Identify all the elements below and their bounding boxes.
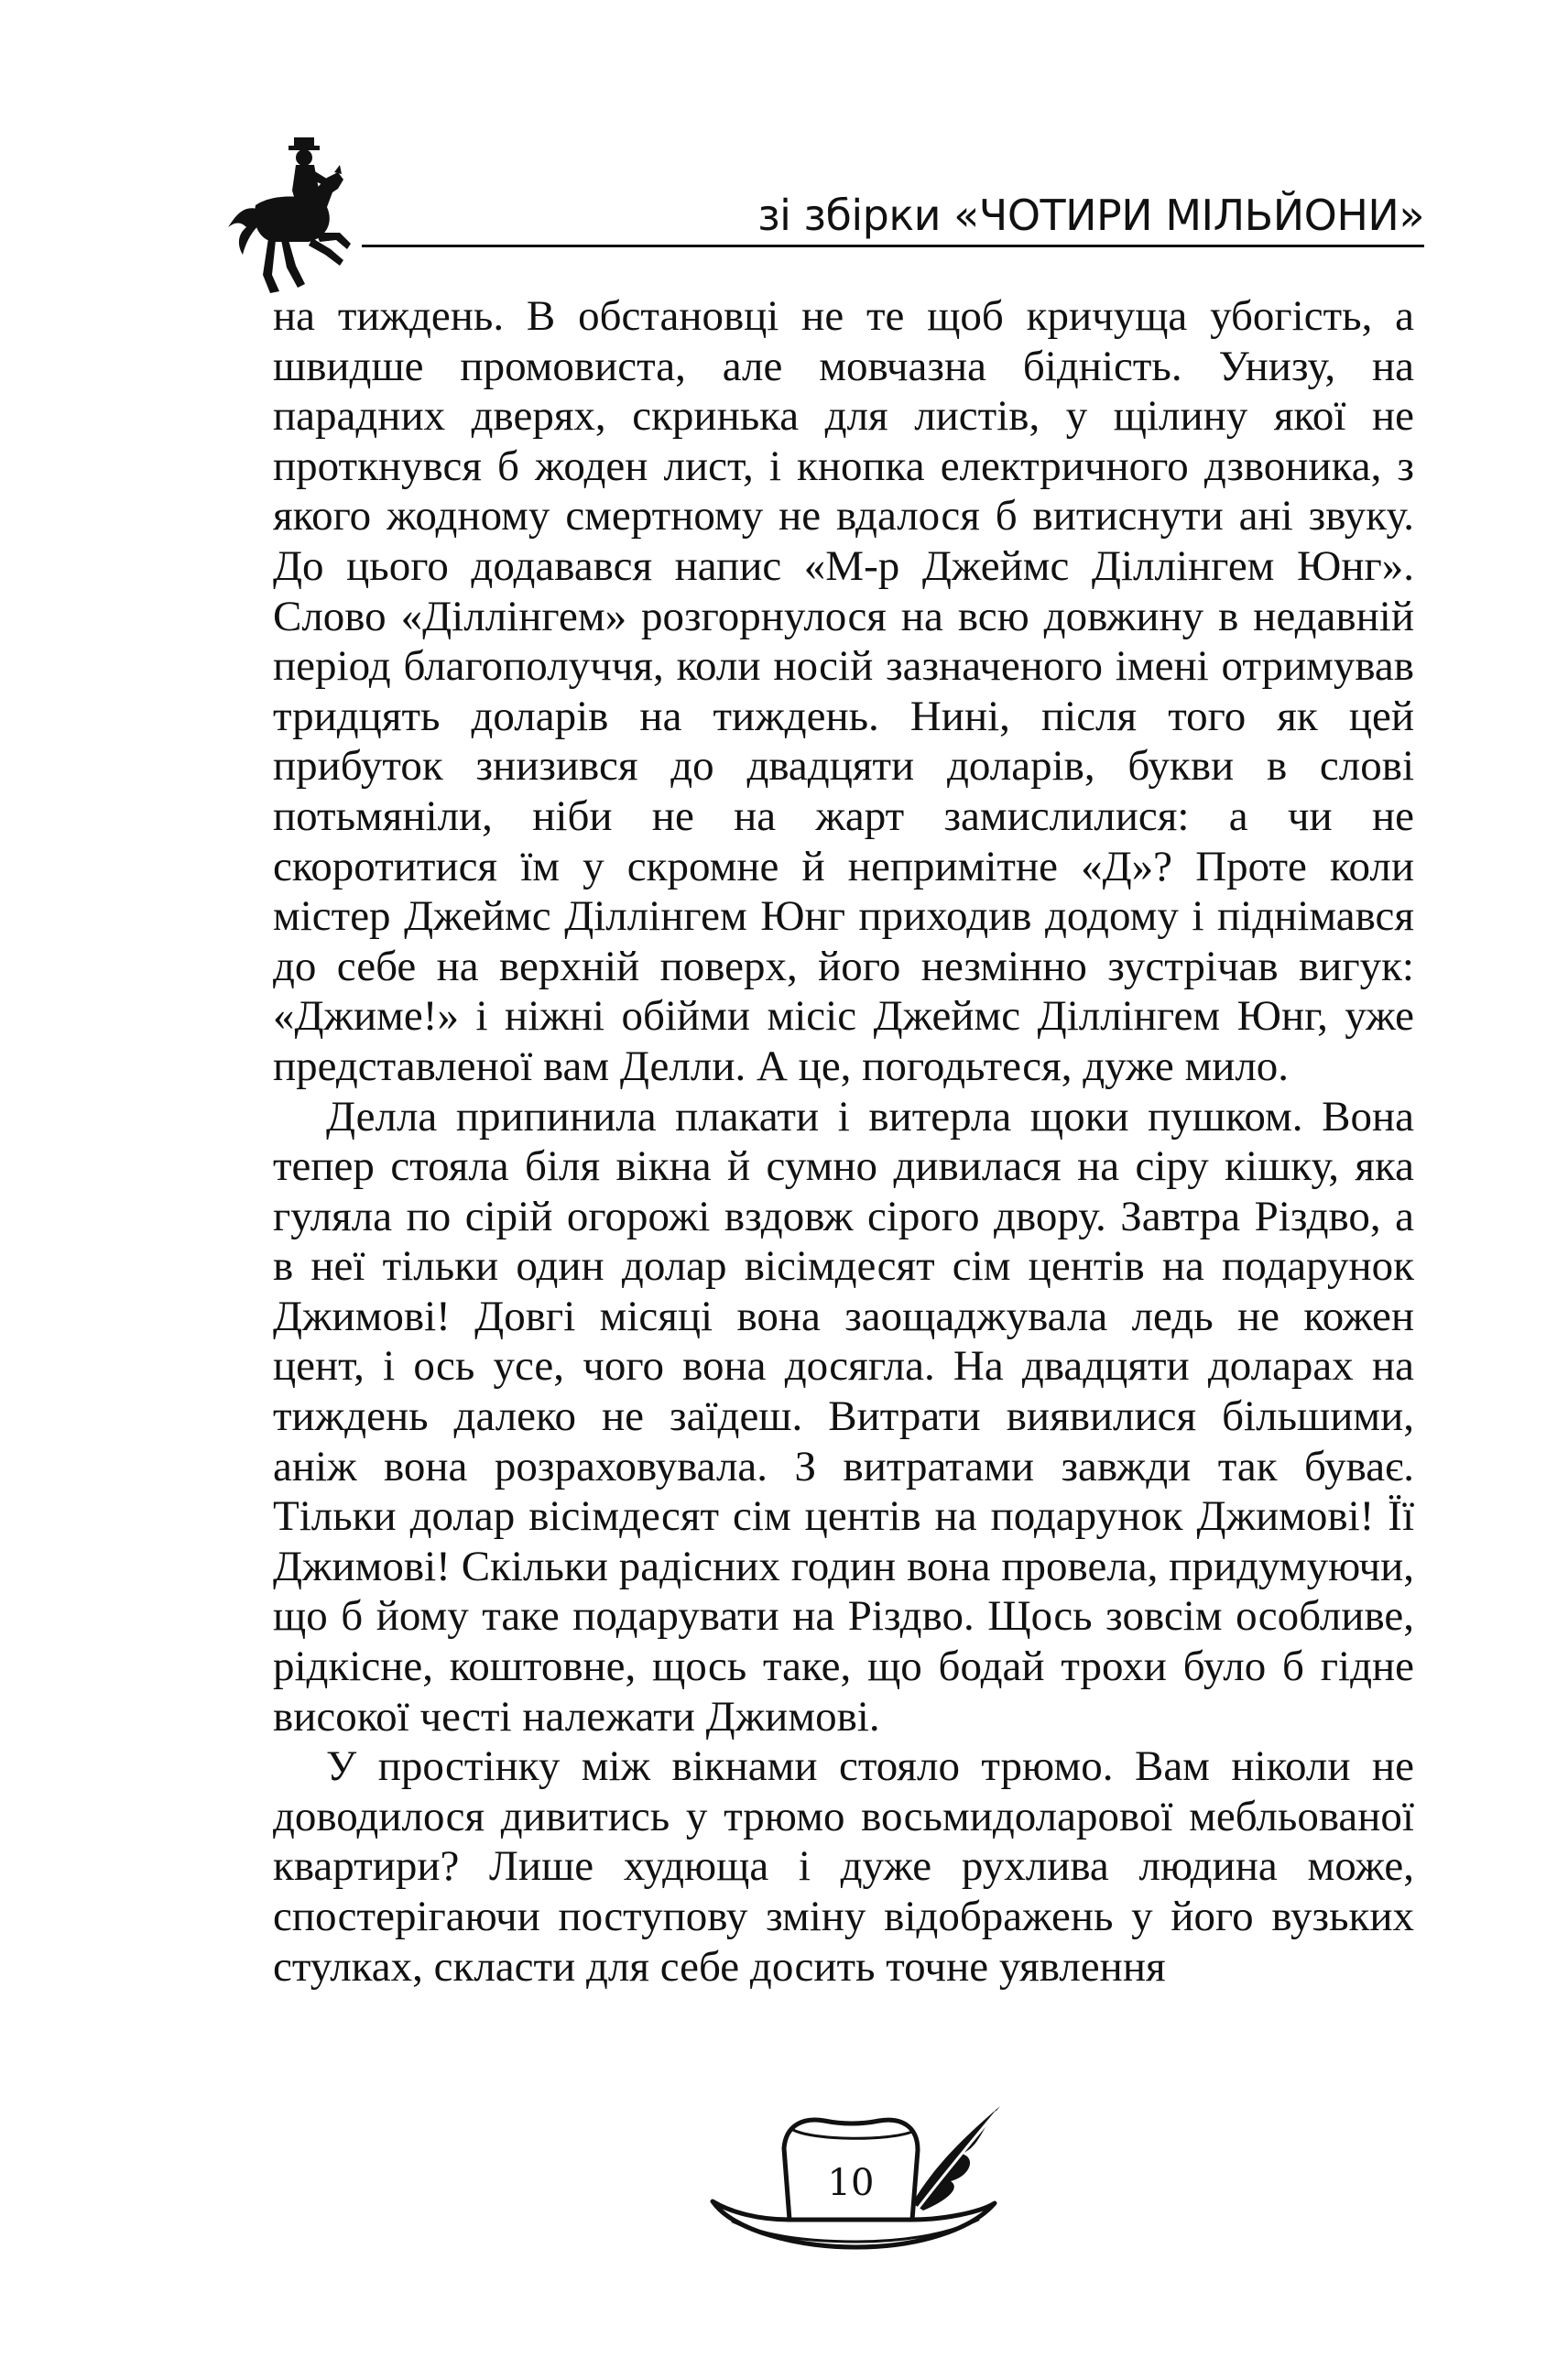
page-number: 10 bbox=[827, 2162, 875, 2204]
horse-rider-silhouette-icon bbox=[224, 137, 389, 293]
running-head: зі збірки «ЧОТИРИ МІЛЬЙОНИ» bbox=[757, 191, 1424, 240]
page-footer bbox=[705, 2093, 1007, 2258]
paragraph: Делла припинила плакати і витерла щоки пушком. Вона тепер стояла біля вікна й сумно дивилася на сіру кішку, яка гуляла по сірій огорожі вздовж сірого двору. Завтра Різдво, а в неї тільки один долар вісімдесят сім центів на подарунок Джимові! Довгі місяці вона заощаджувала ледь не кожен цент, і ось усе, чого вона досягла. На двадцяти доларах на тиждень далеко не заїдеш. Витрати виявилися більшими, аніж вона розраховувала. З витратами завжди так буває. Тільки долар вісімдесят сім центів на подарунок Джимові! Її Джимові! Скільки радісних годин вона провела, придумуючи, що б йому таке подарувати на Різдво. Щось зовсім особливе, рідкісне, коштовне, щось таке, що бодай трохи було б гідне високої честі належати Джимові. bbox=[273, 1092, 1414, 1741]
body-text bbox=[273, 291, 1414, 1992]
page-header bbox=[224, 137, 1424, 302]
paragraph: У простінку між вікнами стояло трюмо. Вам ніколи не доводилося дивитись у трюмо восьмидоларової мебльованої квартири? Лише худюща і дуже рухлива людина може, спостерігаючи поступову зміну відображень у його вузьких стулках, скласти для себе досить точне уявлення bbox=[273, 1742, 1414, 1991]
header-rule bbox=[362, 245, 1424, 247]
paragraph: на тиждень. В обстановці не те щоб кричуща убогість, а швидше промовиста, але мовчазна бідність. Унизу, на парадних дверях, скринька для листів, у щілину якої не проткнувся б жоден лист, і кнопка електричного дзвоника, з якого жодному смертному не вдалося б витиснути ані звуку. До цього додавався напис «М-р Джеймс Діллінгем Юнг». Слово «Діллінгем» розгорнулося на всю довжину в недавній період благополуччя, коли носій зазначеного імені отримував тридцять доларів на тиждень. Нині, після того як цей прибуток знизився до двадцяти доларів, букви в слові потьмяніли, ніби не на жарт замислилися: а чи не скоротитися їм у скромне й непримітне «Д»? Проте коли містер Джеймс Діллінгем Юнг приходив додому і піднімався до себе на верхній поверх, його незмінно зустрічав вигук: «Джиме!» і ніжні обійми місіс Джеймс Діллінгем Юнг, уже представленої вам Делли. А це, погодьтеся, дуже мило. bbox=[273, 292, 1414, 1090]
